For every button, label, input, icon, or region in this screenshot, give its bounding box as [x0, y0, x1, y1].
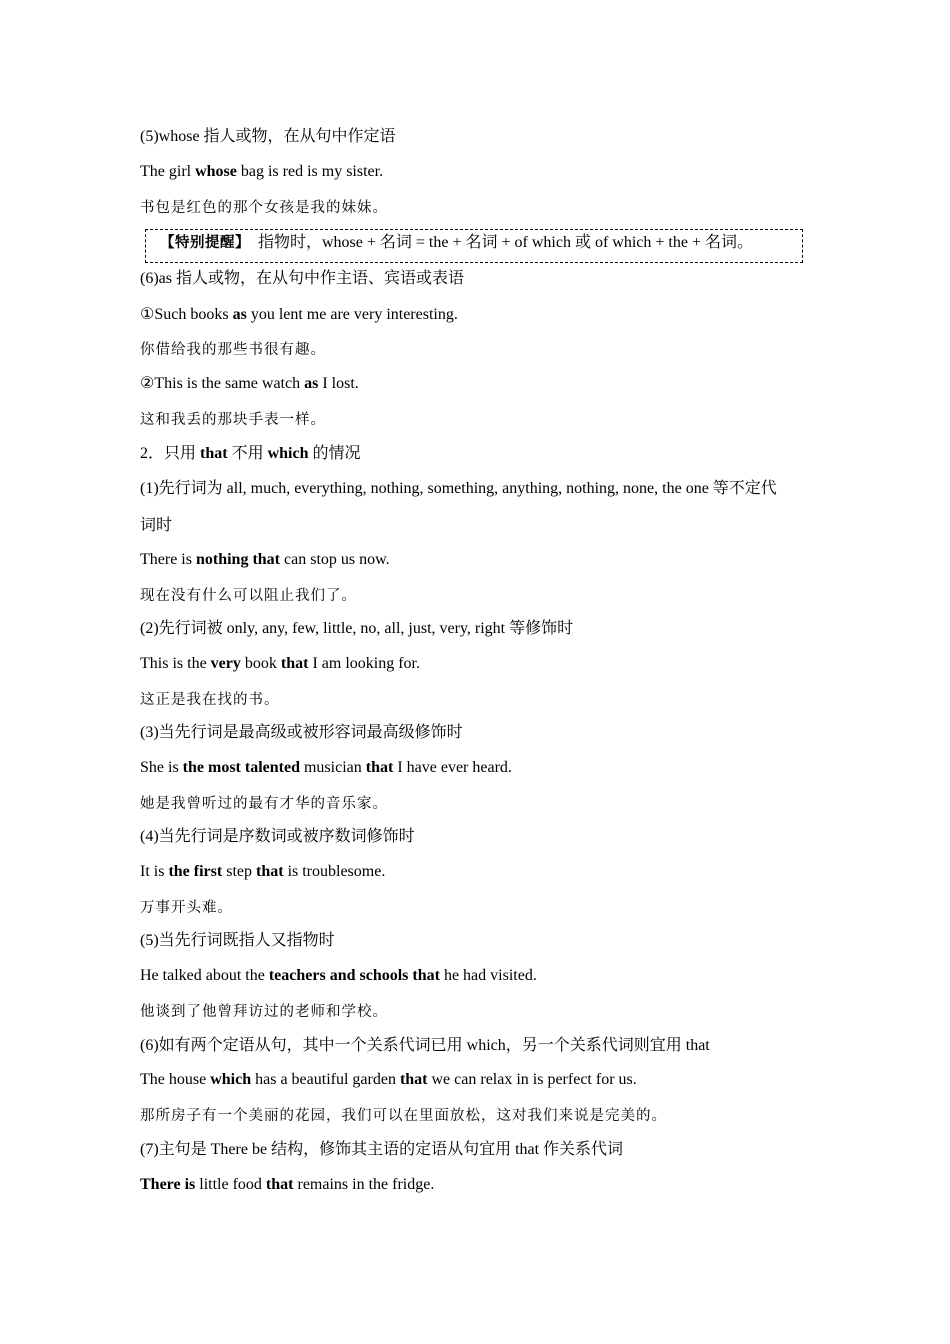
text: It is	[140, 863, 169, 880]
keyword: whose	[195, 163, 237, 180]
keyword: teachers and schools that	[268, 967, 440, 984]
text: 2．只用	[140, 445, 201, 462]
text: There is	[140, 551, 196, 568]
rule-heading: (7)主句是 There be 结构，修饰其主语的定语从句宜用 that 作关系代词	[140, 1141, 624, 1158]
keyword: which	[210, 1071, 252, 1088]
example-sentence	[140, 550, 390, 570]
keyword: There is	[140, 1176, 196, 1193]
text: little food	[195, 1176, 266, 1193]
keyword: that	[365, 759, 394, 776]
keyword: as	[304, 375, 319, 392]
translation: 这正是我在找的书。	[140, 692, 280, 708]
example-sentence	[140, 374, 359, 394]
translation: 她是我曾听过的最有才华的音乐家。	[140, 796, 388, 812]
text: She is	[140, 759, 183, 776]
keyword: that	[280, 655, 309, 672]
example-sentence	[140, 966, 537, 986]
keyword: that	[399, 1071, 428, 1088]
keyword: that	[265, 1176, 294, 1193]
text: 的情况	[308, 445, 361, 462]
text: I have ever heard.	[393, 759, 512, 776]
text: is troublesome.	[283, 863, 386, 880]
example-sentence	[140, 162, 383, 182]
text: I am looking for.	[308, 655, 420, 672]
section-heading-whose: (5)whose 指人或物，在从句中作定语	[140, 128, 396, 145]
keyword: nothing that	[195, 551, 281, 568]
text: you lent me are very interesting.	[246, 306, 458, 323]
rule-heading: (6)如有两个定语从句，其中一个关系代词已用 which，另一个关系代词则宜用 that	[140, 1037, 710, 1054]
text: musician	[299, 759, 366, 776]
translation: 这和我丢的那块手表一样。	[140, 412, 326, 428]
rule-heading: (4)当先行词是序数词或被序数词修饰时	[140, 828, 415, 845]
keyword: the first	[168, 863, 223, 880]
translation: 他谈到了他曾拜访过的老师和学校。	[140, 1004, 388, 1020]
rule-heading: (1)先行词为 all, much, everything, nothing, something, anything, nothing, none, the one 等不定代	[140, 480, 777, 497]
example-sentence	[140, 862, 385, 882]
example-sentence	[140, 1070, 637, 1090]
section-heading-2	[140, 444, 361, 464]
text: This is the	[140, 655, 211, 672]
example-sentence	[140, 758, 512, 778]
keyword: which	[267, 445, 309, 462]
text: bag is red is my sister.	[236, 163, 384, 180]
example-sentence	[140, 305, 458, 325]
text: can stop us now.	[280, 551, 390, 568]
reminder-title: 【特别提醒】	[160, 235, 250, 251]
translation: 书包是红色的那个女孩是我的妹妹。	[140, 200, 388, 216]
text: 不用	[227, 445, 268, 462]
translation: 你借给我的那些书很有趣。	[140, 342, 326, 358]
translation: 万事开头难。	[140, 900, 233, 916]
text: has a beautiful garden	[251, 1071, 400, 1088]
text: I lost.	[318, 375, 359, 392]
section-heading-as: (6)as 指人或物，在从句中作主语、宾语或表语	[140, 270, 464, 287]
rule-heading: (5)当先行词既指人又指物时	[140, 932, 335, 949]
keyword: that	[256, 863, 284, 880]
text: remains in the fridge.	[293, 1176, 435, 1193]
reminder-body: 指物时，whose + 名词 = the + 名词 + of which 或 of which + the + 名词。	[258, 234, 753, 251]
translation: 现在没有什么可以阻止我们了。	[140, 588, 357, 604]
keyword: the most talented	[182, 759, 300, 776]
text: book	[240, 655, 281, 672]
keyword: that	[200, 445, 228, 462]
text: ②This is the same watch	[140, 375, 305, 392]
text: step	[222, 863, 256, 880]
rule-heading: (3)当先行词是最高级或被形容词最高级修饰时	[140, 724, 463, 741]
translation: 那所房子有一个美丽的花园，我们可以在里面放松，这对我们来说是完美的。	[140, 1108, 667, 1124]
text: ①Such books	[140, 306, 233, 323]
keyword: as	[232, 306, 247, 323]
rule-heading: (2)先行词被 only, any, few, little, no, all, just, very, right 等修饰时	[140, 620, 574, 637]
special-reminder-text	[160, 233, 753, 253]
keyword: very	[210, 655, 241, 672]
example-sentence	[140, 654, 420, 674]
text: The house	[140, 1071, 211, 1088]
text: he had visited.	[439, 967, 537, 984]
text: we can relax in is perfect for us.	[427, 1071, 637, 1088]
rule-heading-continued: 词时	[140, 517, 173, 534]
text: He talked about the	[140, 967, 269, 984]
text: The girl	[140, 163, 196, 180]
example-sentence	[140, 1175, 434, 1195]
